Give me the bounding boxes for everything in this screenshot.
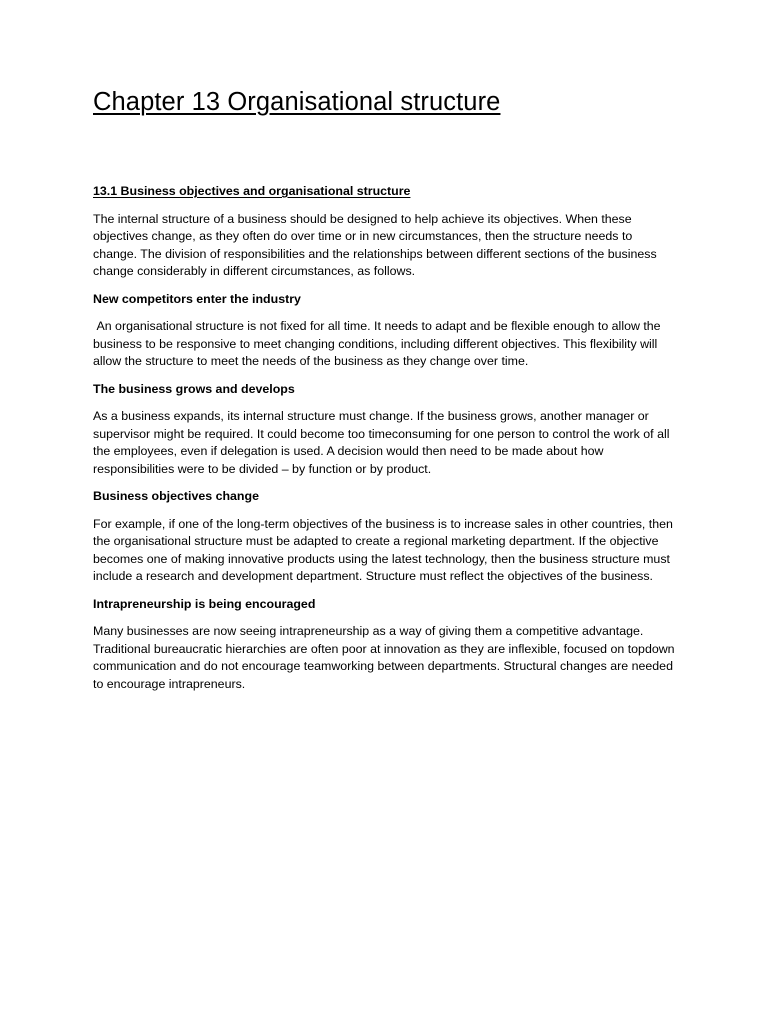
paragraph-objectives-change: For example, if one of the long-term objectives of the business is to increase sales in other countries, then the organisational structure must be adapted to create a regional marketing department. If the objective becomes one of making innovative products using the latest technology, then the business structure must include a research and development department. Structure must reflect the objectives of the business. (93, 516, 673, 583)
paragraph-intrapreneurship: Many businesses are now seeing intrapreneurship as a way of giving them a competitive advantage. Traditional bureaucratic hierarchies are often poor at innovation as they are inflexible, focused on topdown communication and do not encourage teamworking between departments. Structural changes are needed to encourage intrapreneurs. (93, 624, 675, 691)
intro-paragraph: The internal structure of a business should be designed to help achieve its objectives. When these objectives change, as they often do over time or in new circumstances, then the structure needs to change. The division of responsibilities and the relationships between different sections of the business change considerably in different circumstances, as follows. (93, 211, 657, 278)
subheading-intrapreneurship: Intrapreneurship is being encouraged (93, 596, 316, 611)
paragraph-new-competitors (93, 318, 678, 371)
section-heading: 13.1 Business objectives and organisational structure (93, 184, 411, 198)
subheading-new-competitors: New competitors enter the industry (93, 291, 301, 306)
paragraph-business-grows: As a business expands, its internal structure must change. If the business grows, another manager or supervisor might be required. It could become too timeconsuming for one person to control the work of all the employees, even if delegation is used. A decision would then need to be made about how responsibilities were to be divided – by function or by product. (93, 409, 670, 476)
chapter-title: Chapter 13 Organisational structure (93, 88, 501, 116)
subheading-business-grows: The business grows and develops (93, 381, 295, 396)
paragraph-new-competitors-text: An organisational structure is not fixed for all time. It needs to adapt and be flexible enough to allow the business to be responsive to meet changing conditions, including different objectives. This flexibility will allow the structure to meet the needs of the business as they change over time. (93, 319, 661, 368)
chapter-content (93, 183, 678, 703)
subheading-objectives-change: Business objectives change (93, 489, 259, 503)
